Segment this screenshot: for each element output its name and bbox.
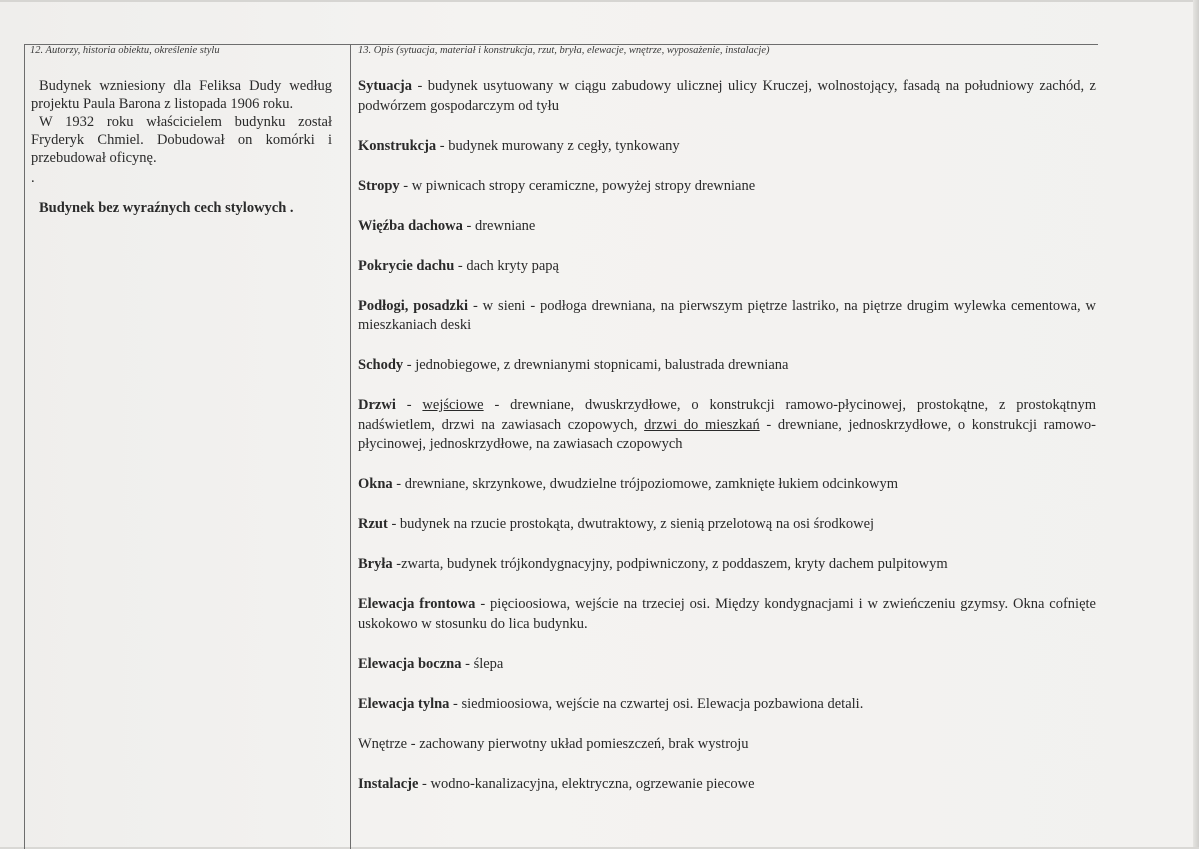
entry-text: - budynek murowany z cegły, tynkowany <box>436 137 680 154</box>
entry-sytuacja <box>358 77 1096 116</box>
entry-label: Sytuacja <box>358 78 412 94</box>
entry-text: - dach kryty papą <box>454 257 559 274</box>
entry-okna <box>358 475 1096 495</box>
entry-text: - w sieni - podłoga drewniana, na pierwszym piętrze lastriko, na piętrze drugim wylewka cementowa, w mieszkaniach deski <box>358 297 1096 333</box>
underlined-term: drzwi do mieszkań <box>644 416 760 433</box>
entry-text: - siedmioosiowa, wejście na czwartej osi. Elewacja pozbawiona detali. <box>449 695 864 712</box>
entry-label: Rzut <box>358 516 388 532</box>
entry-podlogi <box>358 297 1096 336</box>
entry-label: Drzwi <box>358 397 396 413</box>
description-section <box>358 77 1096 815</box>
entry-text: - drewniane, jednoskrzydłowe, o konstrukcji ramowo-płycinowej, jednoskrzydłowe, na zawiasach czopowych <box>358 416 1097 452</box>
history-section <box>31 77 332 217</box>
entry-elewacja-boczna <box>358 655 1096 675</box>
entry-label: Elewacja frontowa <box>358 596 476 612</box>
entry-wnetrze <box>358 735 1096 755</box>
entry-text: - budynek usytuowany w ciągu zabudowy ulicznej ulicy Kruczej, wolnostojący, fasadą na południowy zachód, z podwórzem gospodarczym od tyłu <box>358 78 1096 114</box>
history-paragraph-origin: Budynek wzniesiony dla Feliksa Dudy według projektu Paula Barona z listopada 1906 roku. <box>31 78 332 112</box>
entry-instalacje <box>358 775 1096 795</box>
entry-label: Konstrukcja <box>358 137 437 154</box>
entry-text: - budynek na rzucie prostokąta, dwutraktowy, z sienią przelotową na osi środkowej <box>387 516 875 532</box>
entry-bryla <box>358 555 1096 575</box>
entry-label: Pokrycie dachu <box>358 257 455 274</box>
entry-text: - jednobiegowe, z drewnianymi stopnicami, balustrada drewniana <box>403 357 789 373</box>
entry-text: - drewniane <box>462 217 536 234</box>
entry-elewacja-frontowa <box>358 595 1096 634</box>
entry-wiezba <box>358 217 1096 237</box>
entry-text: - <box>395 397 423 413</box>
entry-text: - zachowany pierwotny układ pomieszczeń, brak wystroju <box>407 735 749 752</box>
entry-label: Elewacja tylna <box>358 695 450 712</box>
entry-stropy <box>358 177 1096 197</box>
entry-label: Podłogi, posadzki <box>358 297 469 314</box>
entry-label: Schody <box>358 357 404 373</box>
page-top-edge <box>0 0 1199 2</box>
right-column-header: 13. Opis (sytuacja, materiał i konstrukcja, rzut, bryła, elewacje, wnętrze, wyposażenie, instalacje) <box>358 45 770 56</box>
left-column-header: 12. Autorzy, historia obiektu, określenie stylu <box>30 45 220 56</box>
entry-schody <box>358 356 1096 376</box>
page-right-edge <box>1193 0 1199 849</box>
table-column-divider <box>350 44 351 849</box>
entry-drzwi <box>358 396 1096 455</box>
entry-konstrukcja <box>358 137 1096 157</box>
entry-text: - pięcioosiowa, wejście na trzeciej osi. Między kondygnacjami i w zwieńczeniu gzymsy. Okna cofnięte uskokowo w stosunku do lica budynku. <box>358 596 1096 632</box>
entry-label: Stropy <box>358 177 400 194</box>
entry-text: - wodno-kanalizacyjna, elektryczna, ogrzewanie piecowe <box>418 775 755 792</box>
entry-rzut <box>358 515 1096 535</box>
entry-label: Wnętrze <box>358 735 408 752</box>
entry-label: Instalacje <box>358 775 419 792</box>
entry-label: Więźba dachowa <box>358 217 463 234</box>
entry-text: - w piwnicach stropy ceramiczne, powyżej stropy drewniane <box>399 177 756 194</box>
entry-text: - drewniane, skrzynkowe, dwudzielne trójpoziomowe, zamknięte łukiem odcinkowym <box>392 476 899 492</box>
table-left-rule <box>24 44 25 849</box>
style-note: Budynek bez wyraźnych cech stylowych . <box>39 200 294 216</box>
entry-label: Elewacja boczna <box>358 655 462 672</box>
entry-text: - drewniane, dwuskrzydłowe, o konstrukcji ramowo-płycinowej, prostokątne, z prostokątnym nadświetlem, drzwi na zawiasach czopowych, <box>358 397 1096 433</box>
underlined-term: wejściowe <box>422 397 484 413</box>
entry-label: Bryła <box>358 556 393 572</box>
entry-label: Okna <box>358 476 393 492</box>
entry-text: -zwarta, budynek trójkondygnacyjny, podpiwniczony, z poddaszem, kryty dachem pulpitowym <box>392 556 948 572</box>
entry-text: - ślepa <box>461 655 504 672</box>
entry-elewacja-tylna <box>358 695 1096 715</box>
entry-pokrycie <box>358 257 1096 277</box>
stray-dot: . <box>31 170 35 186</box>
history-paragraph-owner: W 1932 roku właścicielem budynku został Fryderyk Chmiel. Dobudował on komórki i przebudował oficynę. <box>31 114 332 166</box>
